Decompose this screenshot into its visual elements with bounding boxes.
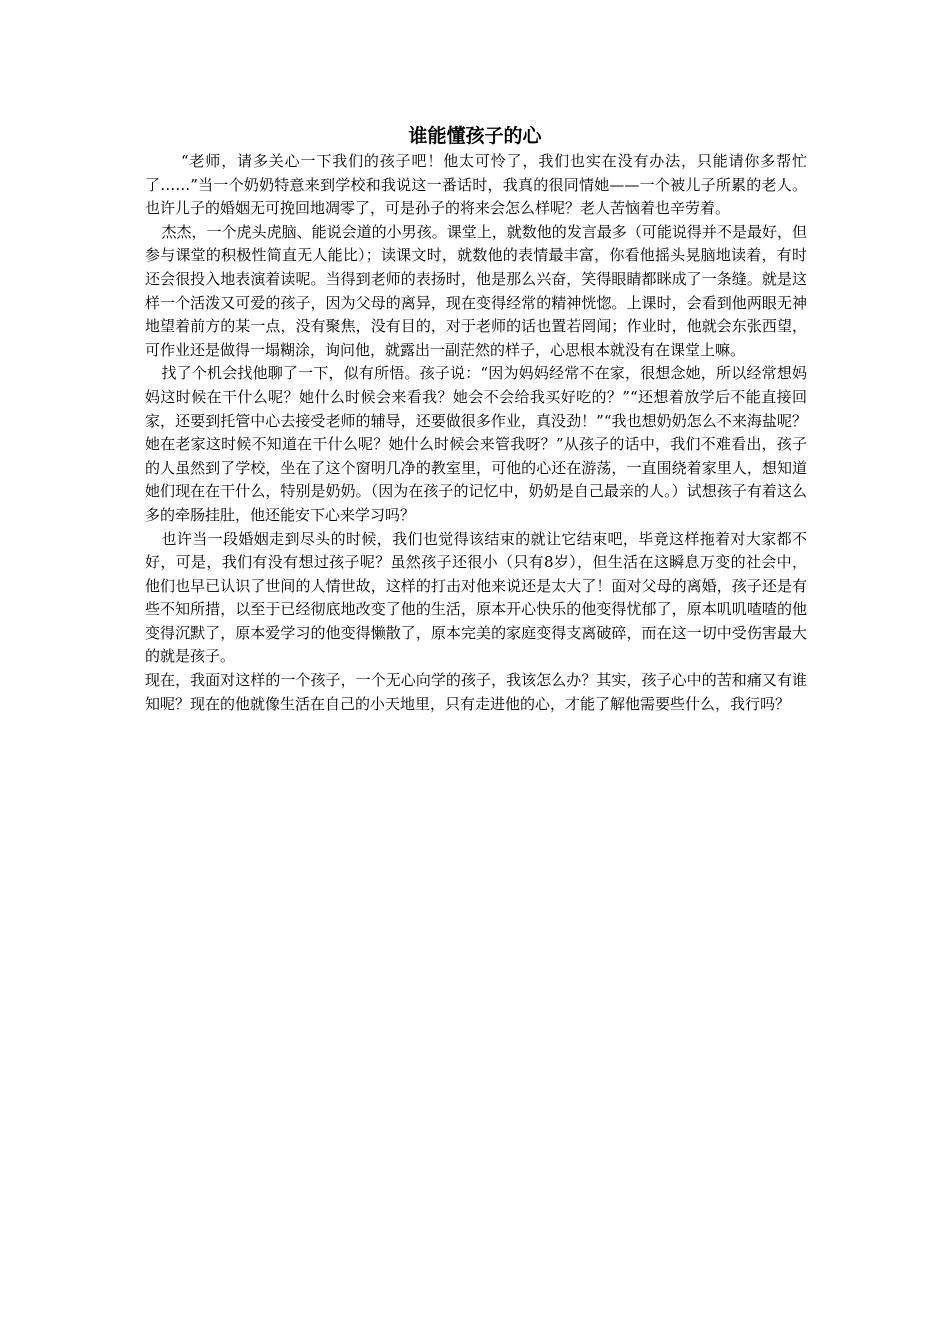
paragraph-2: 杰杰，一个虎头虎脑、能说会道的小男孩。课堂上，就数他的发言最多（可能说得并不是最好，但参与课堂的积极性简直无人能比）；读课文时，就数他的表情最丰富，你看他摇头晃脑地读着，有时还会很投入地表演着读呢。当得到老师的表扬时，他是那么兴奋，笑得眼睛都眯成了一条缝。就是这样一个活泼又可爱的孩子，因为父母的离异，现在变得经常的精神恍惚。上课时，会看到他两眼无神地望着前方的某一点，没有聚焦，没有目的，对于老师的话也置若罔闻；作业时，他就会东张西望，可作业还是做得一塌糊涂，询问他，就露出一副茫然的样子，心思根本就没有在课堂上嘛。 <box>145 222 807 359</box>
document-body <box>145 150 807 716</box>
paragraph-1: “老师，请多关心一下我们的孩子吧！他太可怜了，我们也实在没有办法，只能请你多帮忙了……”当一个奶奶特意来到学校和我说这一番话时，我真的很同情她——一个被儿子所累的老人。也许儿子的婚姻无可挽回地凋零了，可是孙子的将来会怎么样呢？老人苦恼着也辛劳着。 <box>145 152 807 218</box>
document-title: 谁能懂孩子的心 <box>408 125 542 147</box>
paragraph-5: 现在，我面对这样的一个孩子，一个无心向学的孩子，我该怎么办？其实，孩子心中的苦和痛又有谁知呢？现在的他就像生活在自己的小天地里，只有走进他的心，才能了解他需要些什么，我行吗？ <box>145 671 807 713</box>
paragraph-3: 找了个机会找他聊了一下，似有所悟。孩子说：“因为妈妈经常不在家，很想念她，所以经常想妈妈这时候在干什么呢？她什么时候会来看我？她会不会给我买好吃的？”“还想着放学后不能直接回家，还要到托管中心去接受老师的辅导，还要做很多作业，真没劲！”“我也想奶奶怎么不来海盐呢？她在老家这时候不知道在干什么呢？她什么时候会来管我呀？”从孩子的话中，我们不难看出，孩子的人虽然到了学校，坐在了这个窗明几净的教室里，可他的心还在游荡，一直围绕着家里人，想知道她们现在在干什么，特别是奶奶。（因为在孩子的记忆中，奶奶是自己最亲的人。）试想孩子有着这么多的牵肠挂肚，他还能安下心来学习吗？ <box>145 364 807 524</box>
paragraph-4: 也许当一段婚姻走到尽头的时候，我们也觉得该结束的就让它结束吧，毕竟这样拖着对大家都不好，可是，我们有没有想过孩子呢？虽然孩子还很小（只有8岁），但生活在这瞬息万变的社会中，他们也早已认识了世间的人情世故，这样的打击对他来说还是太大了！面对父母的离婚，孩子还是有些不知所措，以至于已经彻底地改变了他的生活，原本开心快乐的他变得忧郁了，原本叽叽喳喳的他变得沉默了，原本爱学习的他变得懒散了，原本完美的家庭变得支离破碎，而在这一切中受伤害最大的就是孩子。 <box>145 529 807 666</box>
